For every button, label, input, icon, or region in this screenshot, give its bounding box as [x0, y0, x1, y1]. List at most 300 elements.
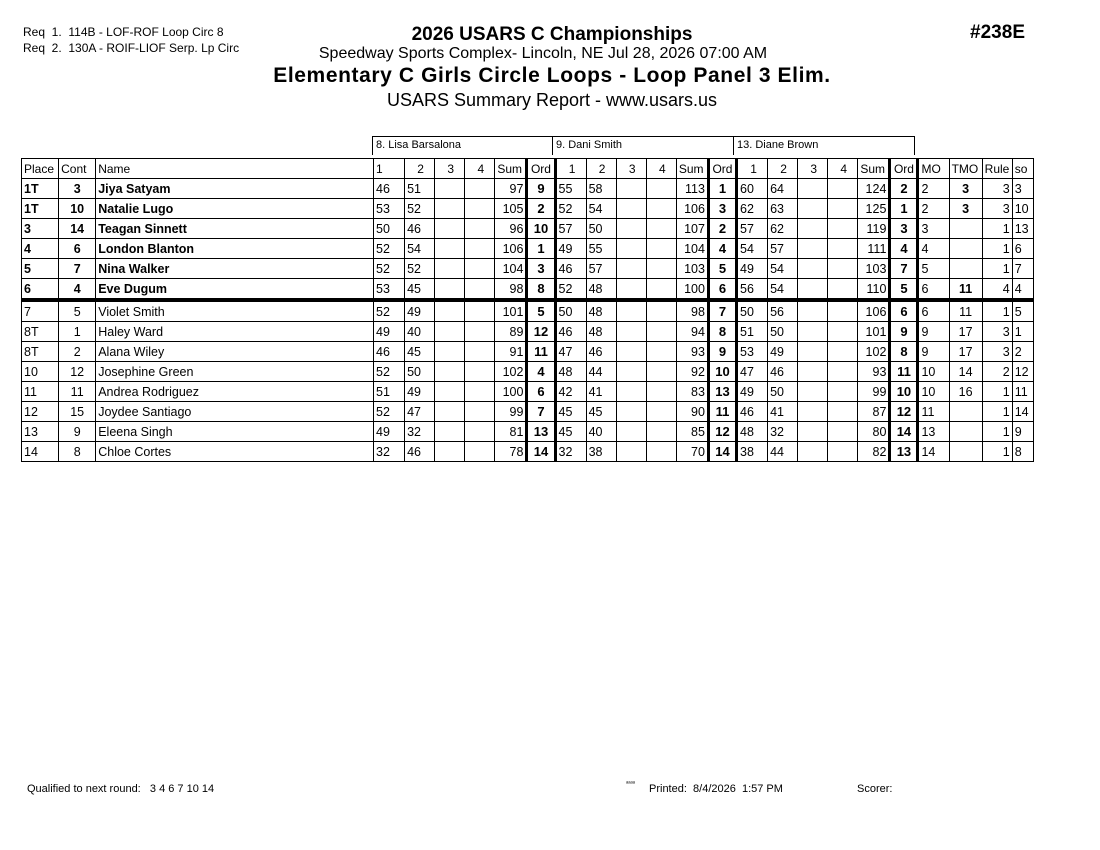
- tmo-cell: 11: [949, 300, 982, 322]
- judge-3-score-4: [828, 382, 858, 402]
- place-cell: 8T: [22, 322, 59, 342]
- judge-3-ord: 4: [890, 239, 918, 259]
- judge-2-score-3: [616, 199, 646, 219]
- judge-2-ord: 8: [708, 322, 736, 342]
- name-cell: Chloe Cortes: [96, 442, 374, 462]
- judge-3-score-3: [798, 382, 828, 402]
- judge-3-score-2: 62: [768, 219, 798, 239]
- report-title: USARS Summary Report - www.usars.us: [386, 90, 718, 110]
- table-row: [22, 279, 1034, 301]
- judge-1-score-3: [435, 300, 465, 322]
- judge-2-sum: 90: [676, 402, 708, 422]
- judge-2-score-3: [616, 362, 646, 382]
- cont-cell: 1: [59, 322, 96, 342]
- judge-2-score-4: [646, 322, 676, 342]
- judge-1-sum: 81: [495, 422, 527, 442]
- place-cell: 14: [22, 442, 59, 462]
- judge-1-ord: 13: [527, 422, 555, 442]
- col-j1-1: 1: [374, 159, 405, 179]
- so-cell: 12: [1012, 362, 1033, 382]
- judge-2-score-1: 46: [555, 259, 586, 279]
- judge-1-label: 8. Lisa Barsalona: [372, 136, 553, 155]
- so-cell: 2: [1012, 342, 1033, 362]
- judge-2-score-1: 49: [555, 239, 586, 259]
- col-j1-ord: Ord: [527, 159, 555, 179]
- judge-2-score-1: 45: [555, 402, 586, 422]
- cont-cell: 7: [59, 259, 96, 279]
- col-j3-ord: Ord: [890, 159, 918, 179]
- judge-2-ord: 1: [708, 179, 736, 199]
- judge-3-sum: 119: [858, 219, 890, 239]
- judge-2-score-3: [616, 219, 646, 239]
- col-tmo: TMO: [949, 159, 982, 179]
- judge-2-score-1: 32: [555, 442, 586, 462]
- rule-cell: 1: [982, 402, 1012, 422]
- name-cell: Andrea Rodriguez: [96, 382, 374, 402]
- event-name: Elementary C Girls Circle Loops - Loop Panel 3 Elim.: [273, 64, 831, 87]
- col-j2-sum: Sum: [676, 159, 708, 179]
- judge-1-score-1: 52: [374, 259, 405, 279]
- judge-2-score-2: 45: [586, 402, 616, 422]
- name-cell: Eve Dugum: [96, 279, 374, 301]
- judge-3-score-2: 64: [768, 179, 798, 199]
- col-name: Name: [96, 159, 374, 179]
- judge-2-score-4: [646, 362, 676, 382]
- judge-2-score-3: [616, 402, 646, 422]
- judge-3-score-4: [828, 402, 858, 422]
- judge-2-score-4: [646, 342, 676, 362]
- judge-3-score-4: [828, 219, 858, 239]
- judge-2-score-3: [616, 179, 646, 199]
- judge-1-score-3: [435, 279, 465, 301]
- col-cont: Cont: [59, 159, 96, 179]
- judge-1-score-2: 49: [405, 382, 435, 402]
- place-cell: 13: [22, 422, 59, 442]
- judge-2-score-3: [616, 442, 646, 462]
- judge-1-score-2: 52: [405, 199, 435, 219]
- judge-1-score-4: [465, 422, 495, 442]
- name-cell: Joydee Santiago: [96, 402, 374, 422]
- judge-1-ord: 14: [527, 442, 555, 462]
- place-cell: 11: [22, 382, 59, 402]
- judge-3-sum: 93: [858, 362, 890, 382]
- mo-cell: 9: [918, 342, 949, 362]
- judge-3-score-1: 53: [737, 342, 768, 362]
- judge-2-ord: 3: [708, 199, 736, 219]
- judge-2-score-1: 42: [555, 382, 586, 402]
- judge-2-score-4: [646, 442, 676, 462]
- judge-3-sum: 87: [858, 402, 890, 422]
- judge-1-sum: 106: [495, 239, 527, 259]
- judge-1-score-1: 46: [374, 342, 405, 362]
- judge-2-score-1: 52: [555, 199, 586, 219]
- judge-1-score-2: 49: [405, 300, 435, 322]
- judge-2-score-3: [616, 279, 646, 301]
- judge-2-ord: 12: [708, 422, 736, 442]
- judge-2-score-2: 44: [586, 362, 616, 382]
- table-row: [22, 300, 1034, 322]
- judge-1-score-3: [435, 199, 465, 219]
- cont-cell: 15: [59, 402, 96, 422]
- name-cell: Teagan Sinnett: [96, 219, 374, 239]
- judge-1-score-3: [435, 219, 465, 239]
- judge-3-score-1: 49: [737, 382, 768, 402]
- judge-3-score-4: [828, 322, 858, 342]
- judge-1-ord: 12: [527, 322, 555, 342]
- judge-2-score-3: [616, 382, 646, 402]
- judge-3-ord: 9: [890, 322, 918, 342]
- judge-1-score-4: [465, 179, 495, 199]
- judge-1-score-4: [465, 239, 495, 259]
- rule-cell: 1: [982, 382, 1012, 402]
- judge-2-sum: 93: [676, 342, 708, 362]
- column-header-row: [22, 159, 1034, 179]
- judge-2-sum: 100: [676, 279, 708, 301]
- col-j3-2: 2: [768, 159, 798, 179]
- event-number: #238E: [970, 22, 1025, 43]
- judge-3-score-3: [798, 322, 828, 342]
- judge-2-score-4: [646, 402, 676, 422]
- judge-2-sum: 83: [676, 382, 708, 402]
- judge-1-ord: 1: [527, 239, 555, 259]
- so-cell: 7: [1012, 259, 1033, 279]
- judge-2-score-3: [616, 422, 646, 442]
- judge-3-score-4: [828, 422, 858, 442]
- judge-1-score-4: [465, 402, 495, 422]
- col-rule: Rule: [982, 159, 1012, 179]
- tmo-cell: [949, 239, 982, 259]
- scorer-label: Scorer:: [857, 783, 893, 795]
- judge-3-sum: 80: [858, 422, 890, 442]
- judge-1-ord: 11: [527, 342, 555, 362]
- judge-3-score-4: [828, 199, 858, 219]
- judge-3-score-3: [798, 279, 828, 301]
- competition-title: 2026 USARS C Championships: [411, 24, 693, 45]
- so-cell: 9: [1012, 422, 1033, 442]
- judge-2-sum: 106: [676, 199, 708, 219]
- judge-2-score-4: [646, 422, 676, 442]
- mo-cell: 14: [918, 442, 949, 462]
- judge-3-score-3: [798, 179, 828, 199]
- judge-3-score-2: 63: [768, 199, 798, 219]
- judge-3-score-1: 54: [737, 239, 768, 259]
- col-j1-4: 4: [465, 159, 495, 179]
- rule-cell: 1: [982, 259, 1012, 279]
- judge-1-sum: 78: [495, 442, 527, 462]
- judge-3-sum: 99: [858, 382, 890, 402]
- judge-1-score-2: 32: [405, 422, 435, 442]
- rule-cell: 3: [982, 342, 1012, 362]
- name-cell: Jiya Satyam: [96, 179, 374, 199]
- judge-3-score-1: 60: [737, 179, 768, 199]
- judge-1-sum: 104: [495, 259, 527, 279]
- cont-cell: 6: [59, 239, 96, 259]
- judge-3-score-2: 41: [768, 402, 798, 422]
- so-cell: 8: [1012, 442, 1033, 462]
- judge-2-ord: 9: [708, 342, 736, 362]
- judge-3-sum: 110: [858, 279, 890, 301]
- judge-2-sum: 107: [676, 219, 708, 239]
- name-cell: Alana Wiley: [96, 342, 374, 362]
- judge-3-score-2: 50: [768, 382, 798, 402]
- rule-cell: 3: [982, 199, 1012, 219]
- judge-3-score-2: 32: [768, 422, 798, 442]
- judge-3-ord: 10: [890, 382, 918, 402]
- rule-cell: 1: [982, 219, 1012, 239]
- judge-1-score-4: [465, 219, 495, 239]
- judge-2-score-2: 41: [586, 382, 616, 402]
- judge-1-ord: 7: [527, 402, 555, 422]
- place-cell: 6: [22, 279, 59, 301]
- judge-3-score-3: [798, 199, 828, 219]
- col-j1-sum: Sum: [495, 159, 527, 179]
- judge-2-score-1: 55: [555, 179, 586, 199]
- judge-1-score-3: [435, 362, 465, 382]
- mo-cell: 5: [918, 259, 949, 279]
- judge-1-score-1: 49: [374, 422, 405, 442]
- judge-3-score-4: [828, 342, 858, 362]
- judge-2-sum: 113: [676, 179, 708, 199]
- judge-2-score-3: [616, 300, 646, 322]
- judge-1-score-3: [435, 259, 465, 279]
- judge-2-score-1: 45: [555, 422, 586, 442]
- tmo-cell: 17: [949, 342, 982, 362]
- so-cell: 13: [1012, 219, 1033, 239]
- place-cell: 5: [22, 259, 59, 279]
- judge-2-score-1: 50: [555, 300, 586, 322]
- name-cell: Josephine Green: [96, 362, 374, 382]
- judge-1-ord: 9: [527, 179, 555, 199]
- so-cell: 14: [1012, 402, 1033, 422]
- judge-2-score-4: [646, 179, 676, 199]
- table-row: [22, 342, 1034, 362]
- tmo-cell: [949, 402, 982, 422]
- tmo-cell: [949, 422, 982, 442]
- place-cell: 4: [22, 239, 59, 259]
- judge-1-ord: 3: [527, 259, 555, 279]
- table-row: [22, 402, 1034, 422]
- judge-1-score-3: [435, 322, 465, 342]
- judge-1-score-2: 50: [405, 362, 435, 382]
- judge-3-score-3: [798, 442, 828, 462]
- mo-cell: 6: [918, 279, 949, 301]
- place-cell: 8T: [22, 342, 59, 362]
- mo-cell: 2: [918, 179, 949, 199]
- col-j3-1: 1: [737, 159, 768, 179]
- so-cell: 5: [1012, 300, 1033, 322]
- judge-2-sum: 103: [676, 259, 708, 279]
- judge-2-score-2: 46: [586, 342, 616, 362]
- table-row: [22, 382, 1034, 402]
- judge-header-row: [372, 136, 915, 156]
- col-j2-2: 2: [586, 159, 616, 179]
- so-cell: 11: [1012, 382, 1033, 402]
- tmo-cell: [949, 259, 982, 279]
- table-row: [22, 199, 1034, 219]
- place-cell: 1T: [22, 199, 59, 219]
- judge-3-ord: 8: [890, 342, 918, 362]
- tmo-cell: 17: [949, 322, 982, 342]
- judge-1-score-4: [465, 342, 495, 362]
- judge-2-ord: 14: [708, 442, 736, 462]
- cont-cell: 10: [59, 199, 96, 219]
- judge-1-sum: 105: [495, 199, 527, 219]
- cont-cell: 11: [59, 382, 96, 402]
- judge-1-score-3: [435, 239, 465, 259]
- judge-3-score-4: [828, 362, 858, 382]
- tmo-cell: 11: [949, 279, 982, 301]
- judge-2-score-4: [646, 199, 676, 219]
- judge-1-score-1: 46: [374, 179, 405, 199]
- col-j2-4: 4: [646, 159, 676, 179]
- cont-cell: 2: [59, 342, 96, 362]
- col-place: Place: [22, 159, 59, 179]
- judge-3-sum: 102: [858, 342, 890, 362]
- judge-3-sum: 125: [858, 199, 890, 219]
- judge-1-score-4: [465, 362, 495, 382]
- requirement-2: Req 2. 130A - ROIF-LIOF Serp. Lp Circ: [23, 41, 240, 55]
- judge-1-score-3: [435, 442, 465, 462]
- judge-3-score-4: [828, 259, 858, 279]
- table-row: [22, 322, 1034, 342]
- requirement-1: Req 1. 114B - LOF-ROF Loop Circ 8: [23, 25, 224, 39]
- judge-2-score-4: [646, 219, 676, 239]
- rule-cell: 3: [982, 179, 1012, 199]
- judge-2-score-2: 57: [586, 259, 616, 279]
- name-cell: Nina Walker: [96, 259, 374, 279]
- mo-cell: 10: [918, 362, 949, 382]
- judge-3-score-1: 56: [737, 279, 768, 301]
- judge-2-score-3: [616, 322, 646, 342]
- judge-1-ord: 10: [527, 219, 555, 239]
- judge-2-ord: 13: [708, 382, 736, 402]
- rule-cell: 1: [982, 442, 1012, 462]
- table-row: [22, 422, 1034, 442]
- judge-3-score-1: 48: [737, 422, 768, 442]
- judge-1-score-1: 53: [374, 279, 405, 301]
- tmo-cell: 16: [949, 382, 982, 402]
- judge-3-score-2: 54: [768, 279, 798, 301]
- judge-1-score-1: 52: [374, 239, 405, 259]
- cont-cell: 9: [59, 422, 96, 442]
- qualified-list: Qualified to next round: 3 4 6 7 10 14: [27, 783, 215, 795]
- col-j3-4: 4: [828, 159, 858, 179]
- rule-cell: 1: [982, 300, 1012, 322]
- judge-1-score-4: [465, 279, 495, 301]
- place-cell: 7: [22, 300, 59, 322]
- place-cell: 10: [22, 362, 59, 382]
- printed-timestamp: Printed: 8/4/2026 1:57 PM: [649, 783, 783, 795]
- judge-1-score-3: [435, 179, 465, 199]
- judge-2-score-4: [646, 300, 676, 322]
- col-j3-sum: Sum: [858, 159, 890, 179]
- place-cell: 12: [22, 402, 59, 422]
- judge-1-score-2: 54: [405, 239, 435, 259]
- judge-3-score-4: [828, 442, 858, 462]
- judge-2-score-3: [616, 239, 646, 259]
- cont-cell: 3: [59, 179, 96, 199]
- rule-cell: 1: [982, 422, 1012, 442]
- cont-cell: 4: [59, 279, 96, 301]
- venue-date: Speedway Sports Complex- Lincoln, NE Jul 28, 2026 07:00 AM: [318, 45, 768, 62]
- judge-3-sum: 101: [858, 322, 890, 342]
- judge-2-score-2: 54: [586, 199, 616, 219]
- judge-3-ord: 3: [890, 219, 918, 239]
- mo-cell: 13: [918, 422, 949, 442]
- results-table: [21, 158, 1034, 462]
- tmo-cell: [949, 219, 982, 239]
- judge-1-score-2: 45: [405, 279, 435, 301]
- judge-2-ord: 10: [708, 362, 736, 382]
- col-so: so: [1012, 159, 1033, 179]
- place-cell: 3: [22, 219, 59, 239]
- judge-3-score-3: [798, 300, 828, 322]
- judge-2-sum: 98: [676, 300, 708, 322]
- col-j3-3: 3: [798, 159, 828, 179]
- judge-1-score-4: [465, 322, 495, 342]
- so-cell: 10: [1012, 199, 1033, 219]
- judge-3-label: 13. Diane Brown: [734, 136, 915, 155]
- col-mo: MO: [918, 159, 949, 179]
- judge-1-score-3: [435, 402, 465, 422]
- judge-2-score-2: 58: [586, 179, 616, 199]
- tmo-cell: [949, 442, 982, 462]
- table-row: [22, 239, 1034, 259]
- judge-1-score-4: [465, 259, 495, 279]
- judge-3-ord: 13: [890, 442, 918, 462]
- mo-cell: 11: [918, 402, 949, 422]
- judge-3-sum: 82: [858, 442, 890, 462]
- table-row: [22, 442, 1034, 462]
- cont-cell: 8: [59, 442, 96, 462]
- judge-2-score-1: 46: [555, 322, 586, 342]
- judge-1-score-2: 52: [405, 259, 435, 279]
- judge-1-sum: 101: [495, 300, 527, 322]
- judge-2-ord: 7: [708, 300, 736, 322]
- judge-3-score-3: [798, 402, 828, 422]
- rule-cell: 1: [982, 239, 1012, 259]
- judge-2-ord: 4: [708, 239, 736, 259]
- judge-2-sum: 92: [676, 362, 708, 382]
- judge-1-score-1: 49: [374, 322, 405, 342]
- judge-2-ord: 5: [708, 259, 736, 279]
- so-cell: 6: [1012, 239, 1033, 259]
- judge-3-ord: 2: [890, 179, 918, 199]
- judge-2-score-2: 50: [586, 219, 616, 239]
- judge-1-score-3: [435, 382, 465, 402]
- name-cell: Haley Ward: [96, 322, 374, 342]
- judge-1-ord: 6: [527, 382, 555, 402]
- judge-3-score-3: [798, 239, 828, 259]
- table-row: [22, 259, 1034, 279]
- judge-3-sum: 124: [858, 179, 890, 199]
- judge-3-sum: 111: [858, 239, 890, 259]
- judge-2-score-2: 38: [586, 442, 616, 462]
- judge-1-sum: 97: [495, 179, 527, 199]
- judge-3-score-1: 47: [737, 362, 768, 382]
- cont-cell: 12: [59, 362, 96, 382]
- judge-1-sum: 96: [495, 219, 527, 239]
- judge-3-score-1: 57: [737, 219, 768, 239]
- judge-2-sum: 85: [676, 422, 708, 442]
- judge-2-score-4: [646, 279, 676, 301]
- judge-2-score-1: 57: [555, 219, 586, 239]
- judge-1-score-1: 53: [374, 199, 405, 219]
- judge-2-score-3: [616, 342, 646, 362]
- rule-cell: 4: [982, 279, 1012, 301]
- judge-2-sum: 70: [676, 442, 708, 462]
- judge-3-score-3: [798, 219, 828, 239]
